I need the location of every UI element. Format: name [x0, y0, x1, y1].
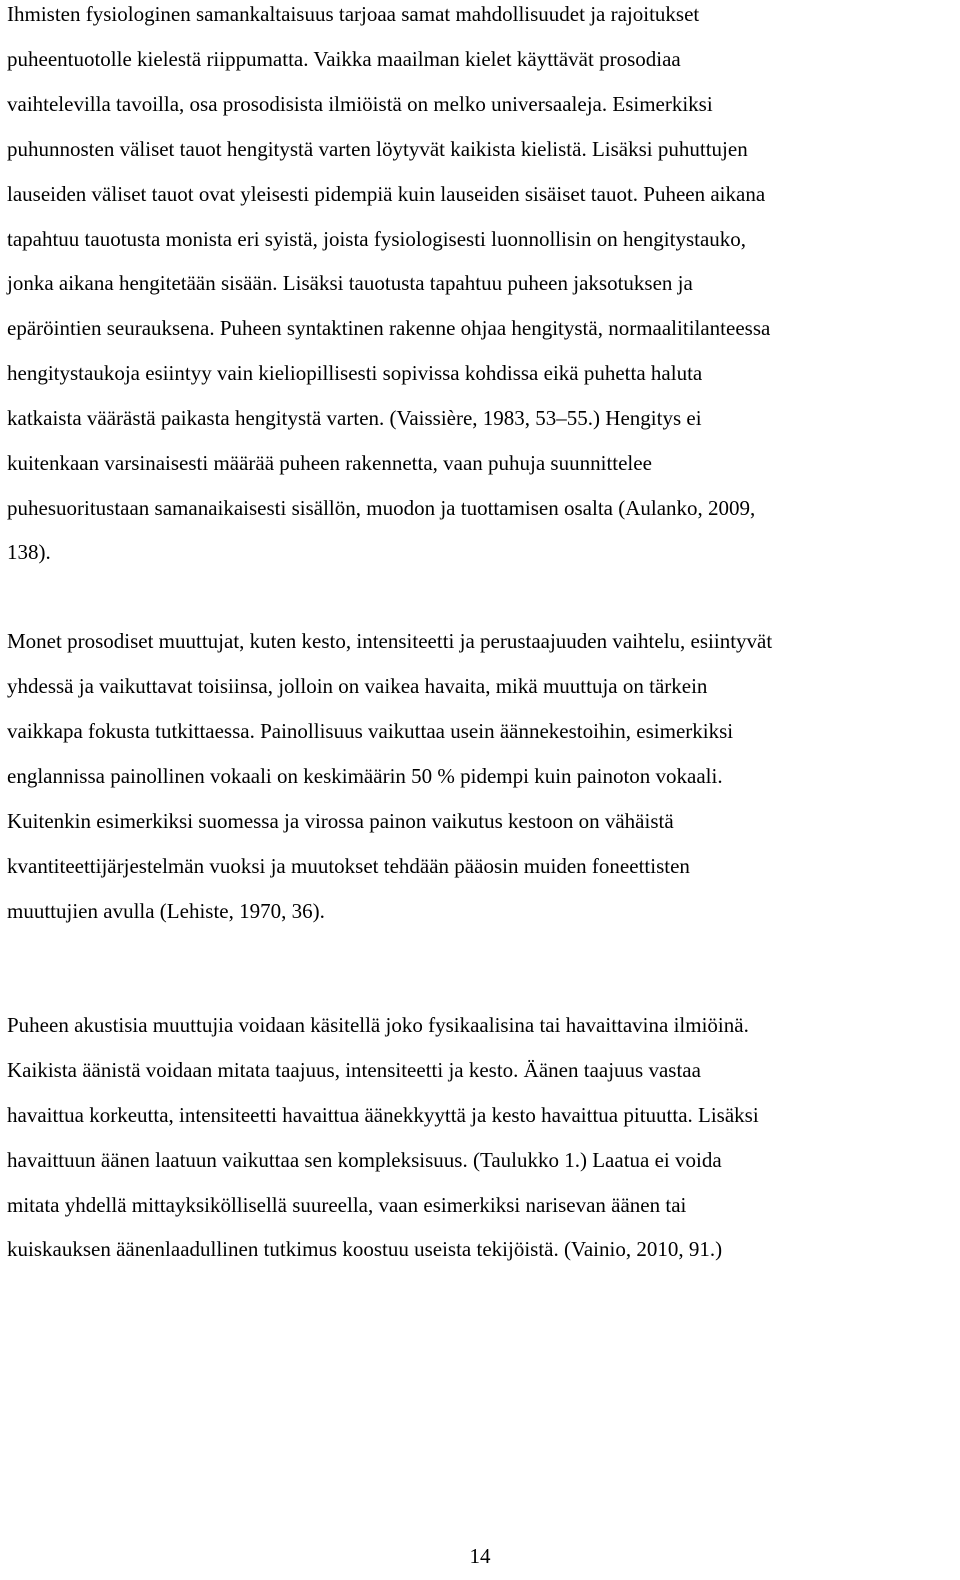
text-line: tapahtuu tauotusta monista eri syistä, joista fysiologisesti luonnollisin on hengitystauko,: [7, 227, 747, 251]
text-line: Kuitenkin esimerkiksi suomessa ja virossa painon vaikutus kestoon on vähäistä: [7, 809, 674, 833]
text-line: jonka aikana hengitetään sisään. Lisäksi tauotusta tapahtuu puheen jaksotuksen ja: [7, 271, 693, 295]
text-line: mitata yhdellä mittayksiköllisellä suureella, vaan esimerkiksi narisevan äänen tai: [7, 1193, 687, 1217]
text-line: epäröintien seurauksena. Puheen syntaktinen rakenne ohjaa hengitystä, normaalitilanteessa: [7, 316, 771, 340]
text-line: kvantiteettijärjestelmän vuoksi ja muutokset tehdään pääosin muiden foneettisten: [7, 854, 690, 878]
text-line: puhunnosten väliset tauot hengitystä varten löytyvät kaikista kielistä. Lisäksi puhuttujen: [7, 137, 748, 161]
text-line: Puheen akustisia muuttujia voidaan käsitellä joko fysikaalisina tai havaittavina ilmiöinä.: [7, 1013, 749, 1037]
text-line: vaikkapa fokusta tutkittaessa. Painollisuus vaikuttaa usein äännekestoihin, esimerkiksi: [7, 719, 734, 743]
text-line: hengitystaukoja esiintyy vain kieliopillisesti sopivissa kohdissa eikä puhetta haluta: [7, 361, 703, 385]
page-number: 14: [469, 1544, 491, 1568]
text-line: yhdessä ja vaikuttavat toisiinsa, jolloin on vaikea havaita, mikä muuttuja on tärkein: [7, 674, 708, 698]
text-line: kuitenkaan varsinaisesti määrää puheen rakennetta, vaan puhuja suunnittelee: [7, 451, 652, 475]
text-line: katkaista väärästä paikasta hengitystä varten. (Vaissière, 1983, 53–55.) Hengitys ei: [7, 406, 702, 430]
text-line: Monet prosodiset muuttujat, kuten kesto, intensiteetti ja perustaajuuden vaihtelu, esiintyvät: [7, 629, 773, 653]
text-line: lauseiden väliset tauot ovat yleisesti pidempiä kuin lauseiden sisäiset tauot. Puheen aikana: [7, 182, 766, 206]
text-line: Kaikista äänistä voidaan mitata taajuus, intensiteetti ja kesto. Äänen taajuus vastaa: [7, 1058, 701, 1082]
text-line: vaihtelevilla tavoilla, osa prosodisista ilmiöistä on melko universaaleja. Esimerkiksi: [7, 92, 713, 116]
text-line: puheentuotolle kielestä riippumatta. Vaikka maailman kielet käyttävät prosodiaa: [7, 47, 681, 71]
text-line: havaittuun äänen laatuun vaikuttaa sen kompleksisuus. (Taulukko 1.) Laatua ei voida: [7, 1148, 722, 1172]
text-line: puhesuoritustaan samanaikaisesti sisällön, muodon ja tuottamisen osalta (Aulanko, 2009,: [7, 496, 756, 520]
text-line: Ihmisten fysiologinen samankaltaisuus tarjoaa samat mahdollisuudet ja rajoitukset: [7, 2, 700, 26]
text-line: 138).: [7, 540, 51, 564]
text-line: havaittua korkeutta, intensiteetti havaittua äänekkyyttä ja kesto havaittua pituutta. Lisäksi: [7, 1103, 759, 1127]
text-line: muuttujien avulla (Lehiste, 1970, 36).: [7, 899, 325, 923]
text-line: kuiskauksen äänenlaadullinen tutkimus koostuu useista tekijöistä. (Vainio, 2010, 91.): [7, 1237, 723, 1261]
text-line: englannissa painollinen vokaali on keskimäärin 50 % pidempi kuin painoton vokaali.: [7, 764, 723, 788]
